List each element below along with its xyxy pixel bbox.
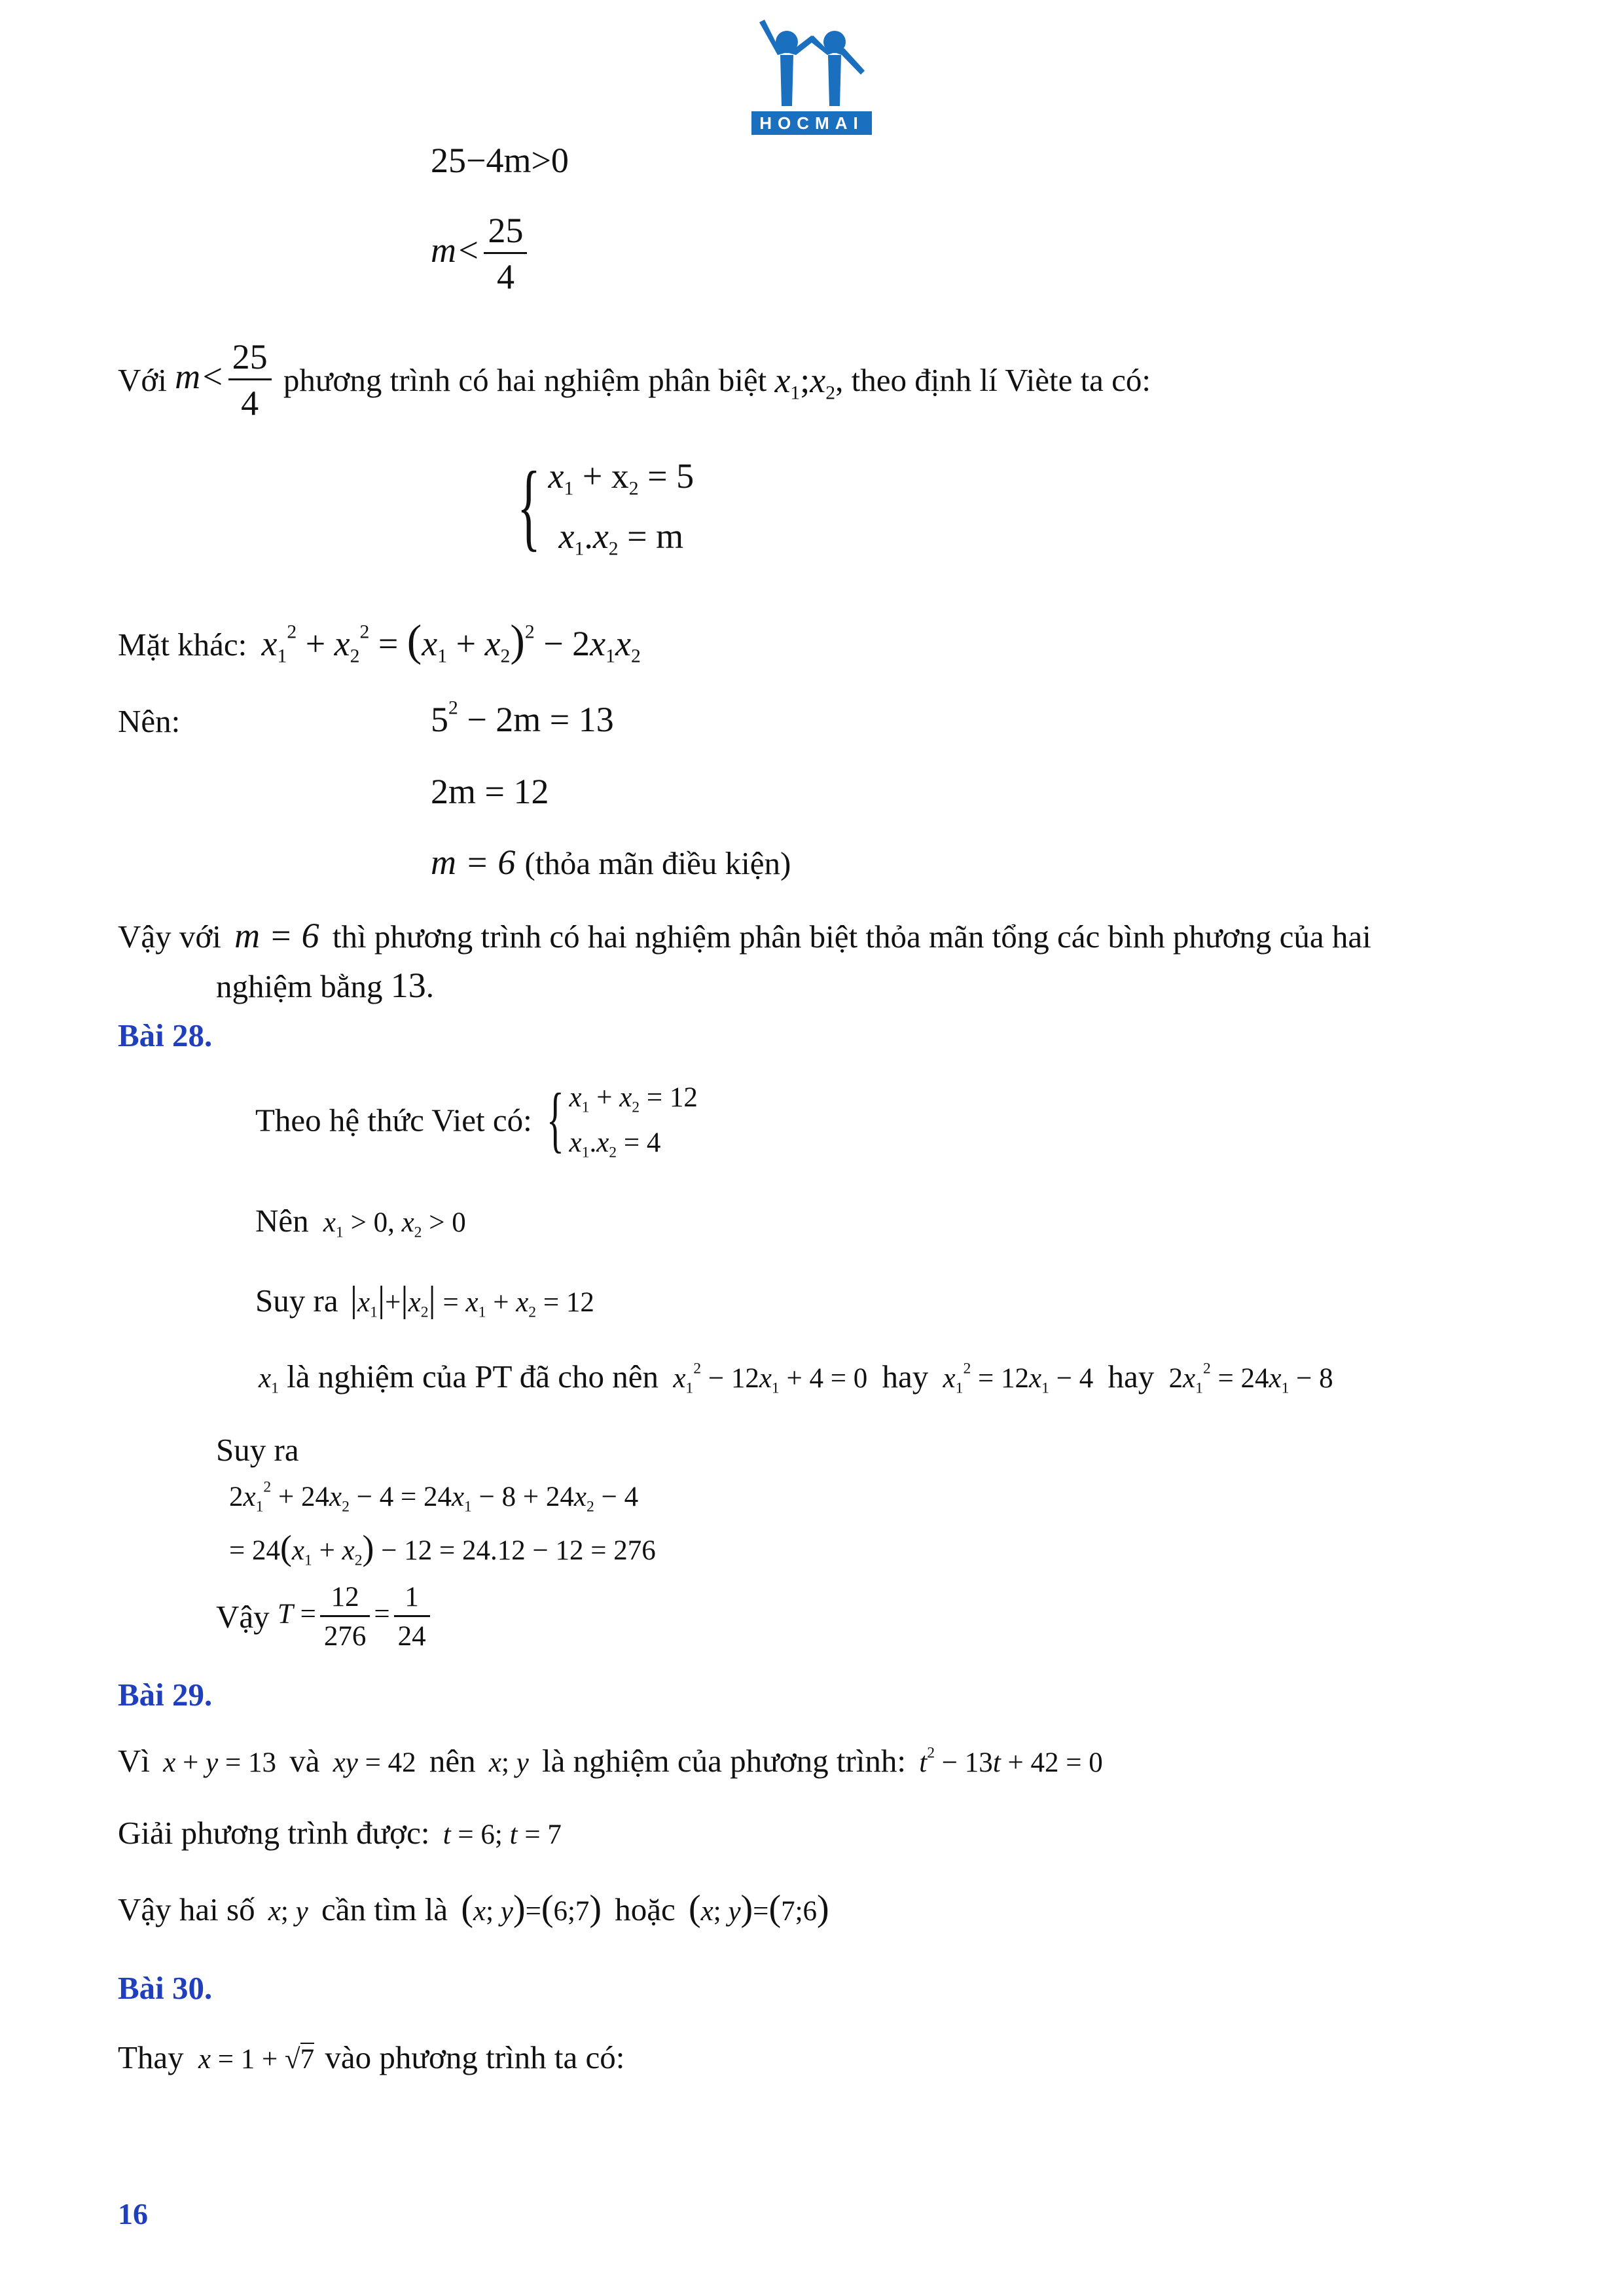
- b30-vao: vào phương trình ta có:: [325, 2039, 625, 2075]
- b28-expression-1: $2x_1^2 + 24x_2 - 4 = 24x_1 - 8 + 24x_2 - 4$: [229, 1478, 639, 1516]
- b29-can-tim: cần tìm là: [321, 1891, 448, 1927]
- voi-numerator: 25: [228, 339, 272, 380]
- mat-khac-text: Mặt khác:: [118, 627, 247, 663]
- left-brace-icon: {: [517, 452, 541, 560]
- system-1: { $x_1 + x_2 = 5$ $x_1.x_2 = m$: [517, 452, 695, 560]
- voi-m: m<: [175, 356, 225, 396]
- b29-giai: Giải phương trình được:: [118, 1815, 430, 1851]
- page-number: 16: [118, 2197, 148, 2231]
- b28-suyra-text: Suy ra: [255, 1283, 338, 1319]
- hocmai-logo: [746, 14, 877, 139]
- heading-bai-30: Bài 30.: [118, 1970, 213, 2006]
- voi-rest-2: , theo định lí Viète ta có:: [835, 362, 1151, 398]
- vay-m6: m = 6: [234, 916, 319, 955]
- b29-hoac: hoặc: [615, 1891, 676, 1927]
- voi-rest-1: phương trình có hai nghiệm phân biệt: [283, 362, 767, 398]
- value-13: 13: [390, 966, 426, 1005]
- b28-suy-ra-2: Suy ra: [216, 1432, 299, 1468]
- logo-text: HOCMAI: [759, 113, 864, 133]
- fraction-numerator: 25: [484, 213, 527, 254]
- m-less-than: m<: [431, 230, 480, 270]
- inequality-text: 25−4m>0: [431, 141, 569, 180]
- b28-hay-1: hay: [882, 1358, 929, 1394]
- eq2-text: 2m = 12: [431, 772, 549, 811]
- b29-line-1: Vì x + y = 13 và xy = 42 nên x; y là nghiệm của phương trình: $t^2 - 13t + 42 = 0$: [118, 1743, 1103, 1779]
- sys1-row1-a: + x: [582, 456, 629, 496]
- b29-la-nghiem: là nghiệm của phương trình:: [542, 1743, 907, 1779]
- b29-line-3: Vậy hai số x; y cần tìm là (x; y)=(6;7) hoặc (x; y)=(7;6): [118, 1888, 829, 1929]
- paragraph-voi: Với m< $\frac{25}{4}$ phương trình có hai nghiệm phân biệt $x_1;x_2$, theo định lí Viète ta có:: [118, 337, 1151, 423]
- b28-x1-la-nghiem: $x_1$ là nghiệm của PT đã cho nên $x_1^2 - 12x_1 + 4 = 0$ hay $x_1^2 = 12x_1 - 4$ hay $2x_1^2 = 24x_1 - 8$: [259, 1358, 1333, 1397]
- inequality-line-1: [431, 143, 569, 178]
- b30-thay: Thay: [118, 2039, 184, 2075]
- b29-vay: Vậy hai số: [118, 1891, 255, 1927]
- b28-hay-2: hay: [1108, 1358, 1155, 1394]
- eq1-rest: − 2m = 13: [467, 700, 614, 739]
- b28-theo-he-thuc: Theo hệ thức Viet có: { $x_1 + x_2 = 12$ $x_1.x_2 = 4$: [255, 1079, 698, 1161]
- conclusion-line-2: nghiệm bằng 13.: [216, 966, 434, 1005]
- left-brace-icon: {: [547, 1079, 564, 1161]
- eq3-note: (thỏa mãn điều kiện): [524, 845, 791, 881]
- b28-vay-text: Vậy: [216, 1599, 270, 1635]
- b28-nen-text: Nên: [255, 1203, 309, 1239]
- conclusion-line-1: [118, 918, 1371, 953]
- voi-text: Với: [118, 362, 167, 398]
- b29-vi: Vì: [118, 1743, 150, 1779]
- fraction-25-4: [484, 213, 527, 295]
- vay-voi: Vậy với: [118, 919, 221, 955]
- paragraph-mat-khac: Mặt khác: $x_1^2 + x_2^2 = (x_1 + x_2)^2 - 2x_1x_2$: [118, 616, 641, 667]
- b29-nen: nên: [429, 1743, 476, 1779]
- sys1-row2-b: = m: [618, 517, 684, 556]
- b28-theo-text: Theo hệ thức Viet có:: [255, 1102, 532, 1139]
- b28-x1la-text: là nghiệm của PT đã cho nên: [287, 1358, 659, 1394]
- heading-bai-29: Bài 29.: [118, 1677, 213, 1713]
- equation-m6: [431, 845, 791, 880]
- sys1-row1-b: = 5: [638, 456, 695, 496]
- heading-bai-28: Bài 28.: [118, 1017, 213, 1053]
- b28-nen: Nên $x_1 > 0$, $x_2 > 0$: [255, 1203, 466, 1241]
- nen-label: Nên:: [118, 703, 181, 739]
- T-numerator: 12: [320, 1583, 370, 1617]
- equation-2m: [431, 774, 549, 809]
- inequality-line-2: [431, 213, 531, 295]
- result-numerator: 1: [394, 1583, 430, 1617]
- fraction-denominator: 4: [496, 257, 514, 297]
- b28-suy-ra: Suy ra $|x_1|+|x_2| = x_1 + x_2 = 12$: [255, 1279, 594, 1321]
- vay-rest: thì phương trình có hai nghiệm phân biệt thỏa mãn tổng các bình phương của hai: [332, 919, 1371, 955]
- result-denominator: 24: [397, 1621, 426, 1652]
- nghiem-bang: nghiệm bằng: [216, 968, 383, 1004]
- T-fraction: [320, 1583, 370, 1650]
- b29-line-2: Giải phương trình được: t = 6; t = 7: [118, 1815, 562, 1851]
- b30-line-1: Thay x = 1 + √7 vào phương trình ta có:: [118, 2039, 625, 2075]
- T-denominator: 276: [323, 1621, 367, 1652]
- result-fraction: [394, 1583, 430, 1650]
- b28-vay-T: Vậy T = $\frac{12}{276}$ = $\frac{1}{24}$: [216, 1583, 434, 1650]
- voi-denominator: 4: [241, 384, 259, 423]
- eq3-text: m = 6: [431, 843, 516, 882]
- voi-fraction: [228, 339, 272, 421]
- b29-va: và: [289, 1743, 320, 1779]
- b28-expression-2: = $24(x_1 + x_2) - 12 = 24.12 - 12 = 276$: [229, 1528, 656, 1569]
- equation-5sq: $5^2 - 2m = 13$: [431, 697, 614, 739]
